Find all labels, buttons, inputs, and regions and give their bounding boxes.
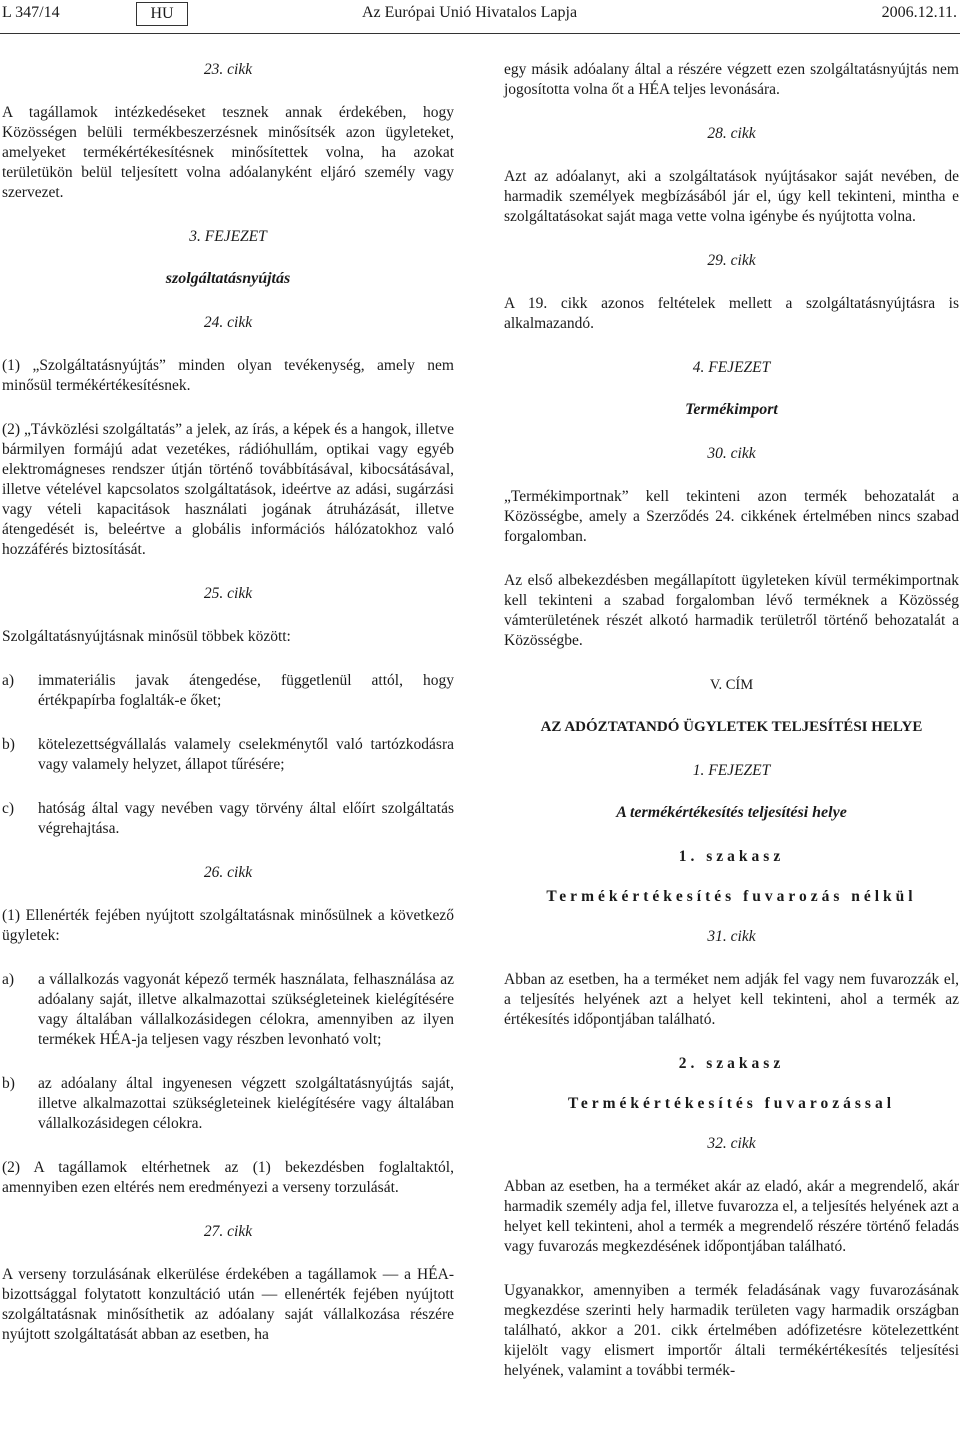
chapter-title: A termékértékesítés teljesítési helye xyxy=(616,804,847,821)
paragraph: „Termékimportnak” kell tekinteni azon termék behozatalát a Közösségbe, amely a Szerződés 24. cikkének értelmében nincs szabad forgalomban. xyxy=(504,488,959,545)
paragraph: Ugyanakkor, amennyiben a termék feladásának vagy fuvarozásának megkezdése szerinti hely harmadik területen vagy harmadik országban található, akkor a 201. cikk értelmében adófizetésre kötelezettként kijelölt vagy elismert importőr általi termékértékesítés teljesítési helyének, valamint a további termék- xyxy=(504,1282,959,1379)
article-heading: 26. cikk xyxy=(203,864,253,881)
paragraph: Szolgáltatásnyújtásnak minősül többek között: xyxy=(2,628,291,645)
chapter-heading: 1. FEJEZET xyxy=(692,762,771,779)
list-text: immateriális javak átengedése, függetlenül attól, hogy értékpapírba foglalták-e őket; xyxy=(38,672,454,709)
title-name: AZ ADÓZTATANDÓ ÜGYLETEK TELJESÍTÉSI HELYE xyxy=(540,719,923,735)
article-heading: 31. cikk xyxy=(707,928,756,945)
article-heading: 29. cikk xyxy=(707,252,756,269)
journal-title: Az Európai Unió Hivatalos Lapja xyxy=(362,4,578,21)
list-label: b) xyxy=(2,1075,15,1092)
list-text: hatóság által vagy nevében vagy törvény által előírt szolgáltatás végrehajtása. xyxy=(38,800,454,837)
list-text: a vállalkozás vagyonát képező termék használata, felhasználása az adóalany saját, illetve alkalmazottai szükségleteinek kielégítésére vagy általában vállalkozásidegen célokra, amennyiben az ilyen termékek HÉA-ja teljesen vagy részben levonható volt; xyxy=(38,971,454,1048)
list-item xyxy=(2,1074,454,1134)
article-heading: 23. cikk xyxy=(203,61,253,78)
list-item xyxy=(2,970,454,1050)
list-label: c) xyxy=(2,800,15,817)
paragraph: egy másik adóalany által a részére végzett ezen szolgáltatásnyújtás nem jogosította volna őt a HÉA teljes levonására. xyxy=(504,61,959,98)
page-header xyxy=(0,4,960,26)
paragraph: (2) „Távközlési szolgáltatás” a jelek, az írás, a képek és a hangok, illetve bármilyen formájú adat vezetékes, rádióhullám, optikai vagy egyéb elektromágneses rendszer útján történő továbbításával, kibocsátásával, illetve vételével kapcsolatos szolgáltatások, ideértve az adási, sugárzási vagy vételi kapacitások használati jogának átruházását, illetve átengedését is, beleértve a globális információs hálózatokhoz való hozzáférés biztosítását. xyxy=(2,421,454,558)
list-item xyxy=(2,735,454,775)
paragraph: Azt az adóalanyt, aki a szolgáltatások nyújtásakor saját nevében, de harmadik személyek megbízásából jár el, úgy kell tekinteni, mintha e szolgáltatásokat saját maga vette volna igénybe és nyújtotta volna. xyxy=(504,168,959,225)
list-label: b) xyxy=(2,736,15,753)
list-label: a) xyxy=(2,672,15,689)
page-number: L 347/14 xyxy=(2,4,60,21)
paragraph: (1) Ellenérték fejében nyújtott szolgáltatásnak minősülnek a következő ügyletek: xyxy=(2,907,454,944)
article-heading: 24. cikk xyxy=(203,314,253,331)
section-heading: 2. szakasz xyxy=(678,1055,785,1072)
paragraph: Az első albekezdésben megállapított ügyleteken kívül termékimportnak kell tekinteni a szabad forgalomban lévő terméknek a Közösség vámterületének részét alkotó harmadik területről történő behozatalát a Közösségbe. xyxy=(504,572,959,649)
paragraph: Abban az esetben, ha a terméket akár az eladó, akár a megrendelő, akár harmadik személy adja fel, illetve fuvarozza el, a teljesítés helyének azt a helyet kell tekinteni, ahol a termék a megrendelő részére történő feladás vagy fuvarozás megkezdésének időpontjában található. xyxy=(504,1178,959,1255)
paragraph: Abban az esetben, ha a terméket nem adják fel vagy nem fuvarozzák el, a teljesítés helyének azt a helyet kell tekinteni, ahol a termék az értékesítés időpontjában található. xyxy=(504,971,959,1028)
chapter-title: szolgáltatásnyújtás xyxy=(165,270,291,287)
chapter-title: Termékimport xyxy=(685,401,778,418)
chapter-heading: 4. FEJEZET xyxy=(692,359,771,376)
list-text: az adóalany által ingyenesen végzett szolgáltatásnyújtás saját, illetve alkalmazottai szükségleteinek kielégítésére vagy általában vállalkozásidegen célokra. xyxy=(38,1075,454,1132)
section-title: Termékértékesítés fuvarozás nélkül xyxy=(546,888,917,905)
publication-date: 2006.12.11. xyxy=(881,4,957,21)
list-item xyxy=(2,799,454,839)
list-item xyxy=(2,671,454,711)
list-label: a) xyxy=(2,971,15,988)
language-code: HU xyxy=(136,2,188,26)
header-rule xyxy=(0,33,960,34)
right-column xyxy=(504,60,959,1381)
paragraph: A 19. cikk azonos feltételek mellett a szolgáltatásnyújtásra is alkalmazandó. xyxy=(504,295,959,332)
article-heading: 28. cikk xyxy=(707,125,756,142)
article-heading: 27. cikk xyxy=(203,1223,253,1240)
list-text: kötelezettségvállalás valamely cselekménytől való tartózkodásra vagy valamely helyzet, állapot tűrésére; xyxy=(38,736,454,773)
article-heading: 30. cikk xyxy=(707,445,756,462)
left-column xyxy=(2,60,454,1345)
paragraph: A verseny torzulásának elkerülése érdekében a tagállamok — a HÉA-bizottsággal folytatott konzultáció után — ellenérték fejében nyújtott szolgáltatásnak minősíthetik az adóalany saját vállalkozása részére nyújtott szolgáltatását abban az esetben, ha xyxy=(2,1266,454,1343)
article-heading: 25. cikk xyxy=(203,585,253,602)
paragraph: A tagállamok intézkedéseket tesznek annak érdekében, hogy Közösségen belüli termékbeszerzésnek minősítsék azon ügyleteket, amelyeket termékértékesítésnek minősítettek volna, ha azokat területükön belül teljesített volna adóalanyként eljáró személy vagy szervezet. xyxy=(2,104,454,201)
paragraph: (2) A tagállamok eltérhetnek az (1) bekezdésben foglaltaktól, amennyiben ezen eltérés nem eredményezi a verseny torzulását. xyxy=(2,1159,454,1196)
paragraph: (1) „Szolgáltatásnyújtás” minden olyan tevékenység, amely nem minősül termékértékesítésnek. xyxy=(2,357,454,394)
article-heading: 32. cikk xyxy=(707,1135,756,1152)
section-title: Termékértékesítés fuvarozással xyxy=(567,1095,896,1112)
chapter-heading: 3. FEJEZET xyxy=(189,228,267,245)
title-heading: V. CÍM xyxy=(709,677,754,693)
section-heading: 1. szakasz xyxy=(678,848,785,865)
